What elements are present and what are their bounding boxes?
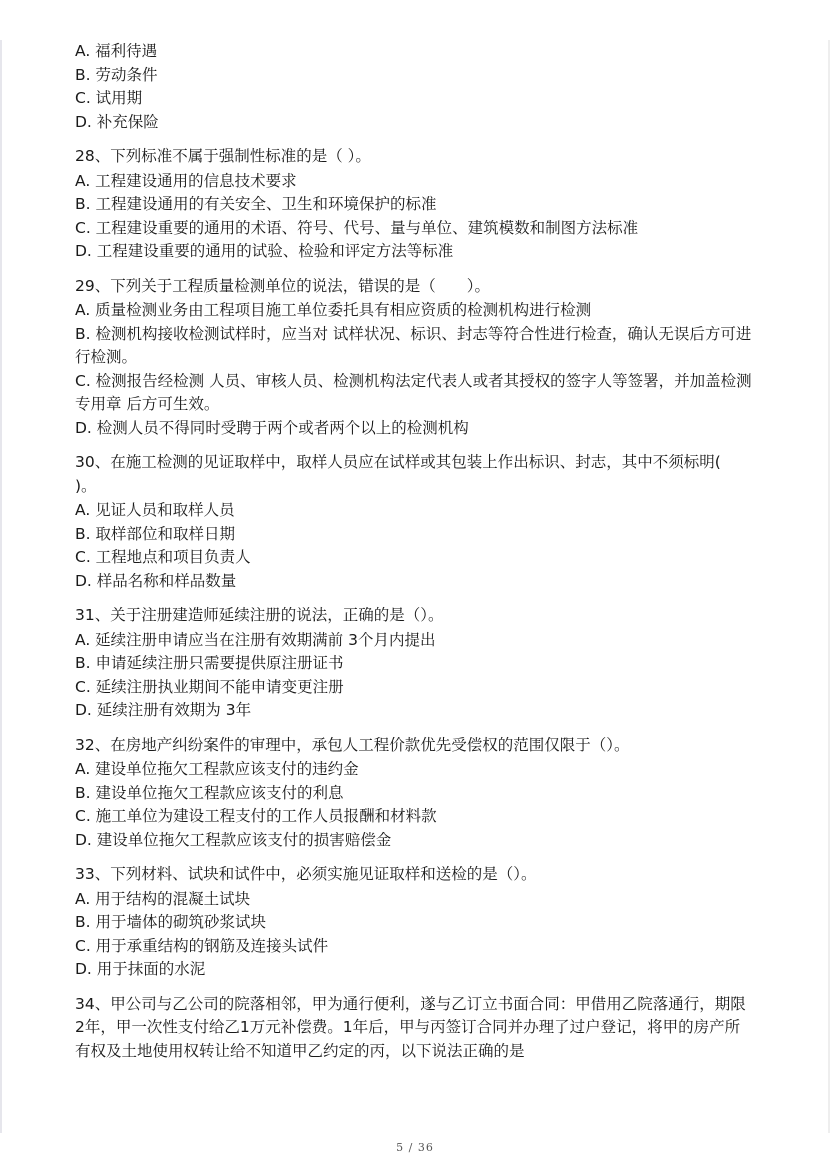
- option-c: C. 试用期: [75, 89, 143, 107]
- option-c: C. 工程地点和项目负责人: [75, 548, 251, 566]
- question-stem: 29、下列关于工程质量检测单位的说法，错误的是（ ）。: [75, 276, 490, 295]
- question-stem: 33、下列材料、试块和试件中，必须实施见证取样和送检的是（）。: [75, 865, 537, 883]
- option-a: A. 工程建设通用的信息技术要求: [75, 171, 297, 190]
- question-30: [75, 451, 755, 593]
- option-a: A. 用于结构的混凝土试块: [75, 889, 251, 908]
- question-34: [75, 993, 755, 1064]
- option-c: C. 用于承重结构的钢筋及连接头试件: [75, 936, 329, 955]
- option-a: A. 见证人员和取样人员: [75, 501, 235, 519]
- option-b: B. 工程建设通用的有关安全、卫生和环境保护的标准: [75, 195, 437, 213]
- option-b: B. 申请延续注册只需要提供原注册证书: [75, 654, 344, 672]
- question-stem: 34、甲公司与乙公司的院落相邻，甲为通行便利，遂与乙订立书面合同：甲借用乙院落通行，期限2年，甲一次性支付给乙1万元补偿费。1年后，甲与丙签订合同并办理了过户登记，将甲的房产所有权及土地使用权转让给不知道甲乙约定的丙，以下说法正确的是: [75, 994, 746, 1060]
- option-d: D. 延续注册有效期为 3年: [75, 701, 252, 719]
- question-29: [75, 275, 755, 441]
- document-page-content: [75, 40, 755, 1074]
- option-b: B. 建设单位拖欠工程款应该支付的利息: [75, 783, 344, 802]
- question-stem: 31、关于注册建造师延续注册的说法，正确的是（）。: [75, 606, 444, 624]
- question-stem: 30、在施工检测的见证取样中，取样人员应在试样或其包装上作出标识、封志，其中不须标明( )。: [75, 453, 752, 495]
- option-b: B. 用于墙体的砌筑砂浆试块: [75, 913, 266, 931]
- question-28: [75, 145, 755, 264]
- option-d: D. 建设单位拖欠工程款应该支付的损害赔偿金: [75, 830, 392, 849]
- question-stem: 28、下列标准不属于强制性标准的是（ ）。: [75, 147, 371, 165]
- option-d: D. 检测人员不得同时受聘于两个或者两个以上的检测机构: [75, 418, 469, 437]
- option-c: C. 延续注册执业期间不能申请变更注册: [75, 677, 344, 696]
- option-b: B. 劳动条件: [75, 65, 158, 84]
- question-31: [75, 604, 755, 723]
- option-b: B. 检测机构接收检测试样时，应当对 试样状况、标识、封志等符合性进行检查，确认无误后方可进行检测。: [75, 324, 752, 366]
- option-d: D. 样品名称和样品数量: [75, 571, 237, 590]
- page-edge-left: [0, 40, 2, 1133]
- option-a: A. 建设单位拖欠工程款应该支付的违约金: [75, 760, 359, 778]
- page-indicator: 5 / 36: [396, 1141, 434, 1154]
- option-c: C. 施工单位为建设工程支付的工作人员报酬和材料款: [75, 807, 437, 825]
- option-c: C. 工程建设重要的通用的术语、符号、代号、量与单位、建筑模数和制图方法标准: [75, 218, 639, 237]
- option-a: A. 延续注册申请应当在注册有效期满前 3个月内提出: [75, 630, 436, 649]
- option-a: A. 福利待遇: [75, 42, 158, 60]
- question-33: [75, 863, 755, 982]
- option-a: A. 质量检测业务由工程项目施工单位委托具有相应资质的检测机构进行检测: [75, 301, 592, 319]
- question-stem: 32、在房地产纠纷案件的审理中，承包人工程价款优先受偿权的范围仅限于（）。: [75, 735, 630, 754]
- option-d: D. 补充保险: [75, 112, 159, 131]
- option-d: D. 工程建设重要的通用的试验、检验和评定方法等标准: [75, 242, 454, 260]
- option-b: B. 取样部位和取样日期: [75, 524, 235, 543]
- question-32: [75, 734, 755, 853]
- option-c: C. 检测报告经检测 人员、审核人员、检测机构法定代表人或者其授权的签字人等签署，并加盖检测专用章 后方可生效。: [75, 371, 752, 413]
- option-d: D. 用于抹面的水泥: [75, 960, 206, 978]
- continued-options: [75, 40, 755, 134]
